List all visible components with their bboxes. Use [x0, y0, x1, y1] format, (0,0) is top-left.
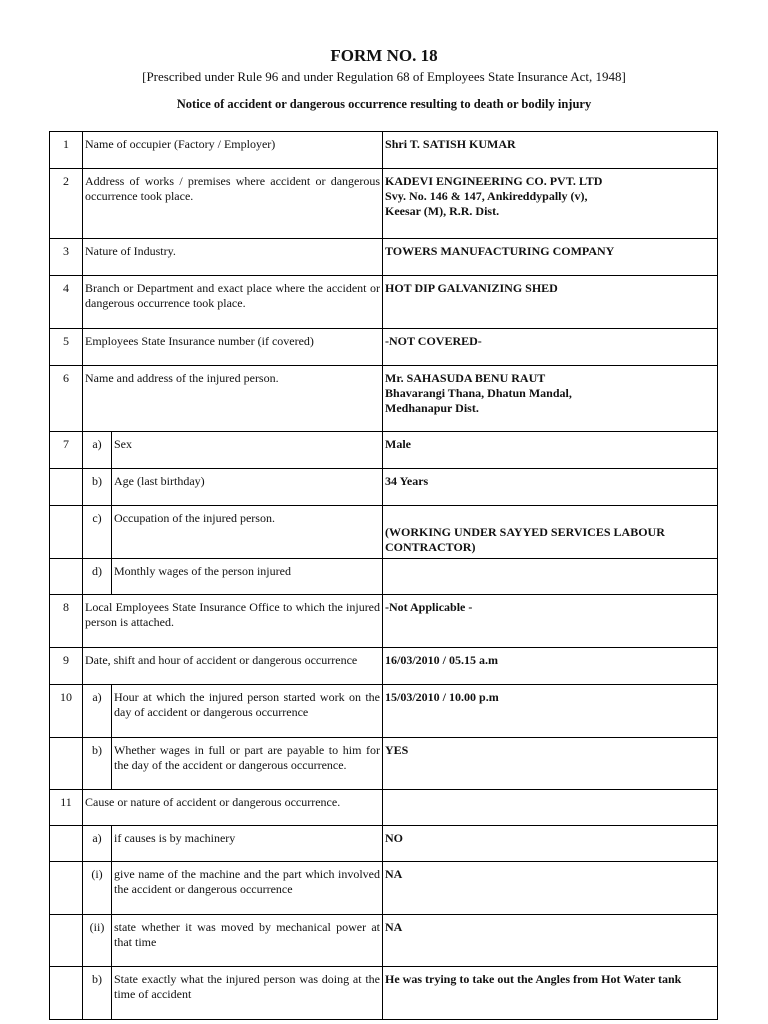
answer-nature-of-industry: TOWERS MANUFACTURING COMPANY — [383, 239, 718, 276]
table-row — [50, 559, 718, 595]
question-cause-of-accident: Cause or nature of accident or dangerous occurrence. — [83, 790, 383, 826]
answer-occupier: Shri T. SATISH KUMAR — [383, 132, 718, 169]
table-row — [50, 648, 718, 685]
table-row — [50, 469, 718, 506]
row-number-empty — [50, 559, 83, 595]
table-row — [50, 862, 718, 915]
question-mechanical-power: state whether it was moved by mechanical power at that time — [112, 915, 383, 967]
table-row — [50, 967, 718, 1020]
row-number: 6 — [50, 366, 83, 432]
table-row — [50, 685, 718, 738]
form-subtitle: [Prescribed under Rule 96 and under Regulation 68 of Employees State Insurance Act, 1948] — [142, 69, 626, 84]
table-row — [50, 276, 718, 329]
row-number: 7 — [50, 432, 83, 469]
answer-machine-name-part: NA — [383, 862, 718, 915]
sub-item-label: b) — [83, 738, 112, 790]
row-number: 3 — [50, 239, 83, 276]
form-title: FORM NO. 18 — [330, 46, 438, 65]
answer-esi-number: -NOT COVERED- — [383, 329, 718, 366]
answer-mechanical-power: NA — [383, 915, 718, 967]
row-number: 5 — [50, 329, 83, 366]
question-monthly-wages: Monthly wages of the person injured — [112, 559, 383, 595]
answer-what-injured-was-doing: He was trying to take out the Angles from Hot Water tank — [383, 967, 718, 1020]
sub-item-label: c) — [83, 506, 112, 559]
answer-local-esi-office: -Not Applicable - — [383, 595, 718, 648]
sub-item-label: d) — [83, 559, 112, 595]
row-number: 8 — [50, 595, 83, 648]
table-row — [50, 738, 718, 790]
question-sex: Sex — [112, 432, 383, 469]
sub-item-label: (i) — [83, 862, 112, 915]
table-row — [50, 169, 718, 239]
answer-injured-name-address — [383, 366, 718, 432]
table-row — [50, 506, 718, 559]
table-row — [50, 915, 718, 967]
sub-item-label: b) — [83, 469, 112, 506]
question-injured-name-address: Name and address of the injured person. — [83, 366, 383, 432]
answer-age: 34 Years — [383, 469, 718, 506]
injured-address-line-1: Bhavarangi Thana, Dhatun Mandal, — [385, 386, 572, 400]
question-what-injured-was-doing: State exactly what the injured person was doing at the time of accident — [112, 967, 383, 1020]
table-row — [50, 329, 718, 366]
row-number: 10 — [50, 685, 83, 738]
row-number: 1 — [50, 132, 83, 169]
row-number: 9 — [50, 648, 83, 685]
row-number: 2 — [50, 169, 83, 239]
form-notice-heading: Notice of accident or dangerous occurrence resulting to death or bodily injury — [176, 97, 592, 111]
question-branch-department: Branch or Department and exact place where the accident or dangerous occurrence took place. — [83, 276, 383, 329]
sub-item-label: a) — [83, 432, 112, 469]
sub-item-label: (ii) — [83, 915, 112, 967]
accident-notice-table — [49, 131, 718, 1020]
table-row — [50, 366, 718, 432]
table-row — [50, 826, 718, 862]
table-row — [50, 595, 718, 648]
answer-wages-payable: YES — [383, 738, 718, 790]
injured-name: Mr. SAHASUDA BENU RAUT — [385, 371, 546, 385]
row-number-empty — [50, 915, 83, 967]
row-number-empty — [50, 967, 83, 1020]
address-line-2: Svy. No. 146 & 147, Ankireddypally (v), — [385, 189, 588, 203]
answer-date-shift-hour: 16/03/2010 / 05.15 a.m — [383, 648, 718, 685]
question-local-esi-office: Local Employees State Insurance Office to which the injured person is attached. — [83, 595, 383, 648]
row-number: 11 — [50, 790, 83, 826]
row-number-empty — [50, 862, 83, 915]
table-row — [50, 239, 718, 276]
address-line-1: KADEVI ENGINEERING CO. PVT. LTD — [385, 174, 603, 188]
answer-occupation: (WORKING UNDER SAYYED SERVICES LABOUR CONTRACTOR) — [383, 506, 718, 559]
row-number: 4 — [50, 276, 83, 329]
question-esi-number: Employees State Insurance number (if covered) — [83, 329, 383, 366]
question-wages-payable: Whether wages in full or part are payable to him for the day of the accident or dangerous occurrence. — [112, 738, 383, 790]
sub-item-label: a) — [83, 685, 112, 738]
answer-hour-started-work: 15/03/2010 / 10.00 p.m — [383, 685, 718, 738]
question-machine-name-part: give name of the machine and the part which involved the accident or dangerous occurrence — [112, 862, 383, 915]
injured-address-line-2: Medhanapur Dist. — [385, 401, 479, 415]
answer-cause-of-accident — [383, 790, 718, 826]
table-row — [50, 132, 718, 169]
question-age: Age (last birthday) — [112, 469, 383, 506]
question-occupation: Occupation of the injured person. — [112, 506, 383, 559]
answer-monthly-wages — [383, 559, 718, 595]
question-caused-by-machinery: if causes is by machinery — [112, 826, 383, 862]
question-date-shift-hour: Date, shift and hour of accident or dangerous occurrence — [83, 648, 383, 685]
row-number-empty — [50, 826, 83, 862]
table-row — [50, 790, 718, 826]
answer-address-of-works — [383, 169, 718, 239]
question-nature-of-industry: Nature of Industry. — [83, 239, 383, 276]
row-number-empty — [50, 506, 83, 559]
question-hour-started-work: Hour at which the injured person started work on the day of accident or dangerous occurrence — [112, 685, 383, 738]
answer-sex: Male — [383, 432, 718, 469]
address-line-3: Keesar (M), R.R. Dist. — [385, 204, 500, 218]
row-number-empty — [50, 738, 83, 790]
table-row — [50, 432, 718, 469]
sub-item-label: a) — [83, 826, 112, 862]
question-occupier: Name of occupier (Factory / Employer) — [83, 132, 383, 169]
answer-caused-by-machinery: NO — [383, 826, 718, 862]
answer-branch-department: HOT DIP GALVANIZING SHED — [383, 276, 718, 329]
row-number-empty — [50, 469, 83, 506]
question-address-of-works: Address of works / premises where accident or dangerous occurrence took place. — [83, 169, 383, 239]
sub-item-label: b) — [83, 967, 112, 1020]
